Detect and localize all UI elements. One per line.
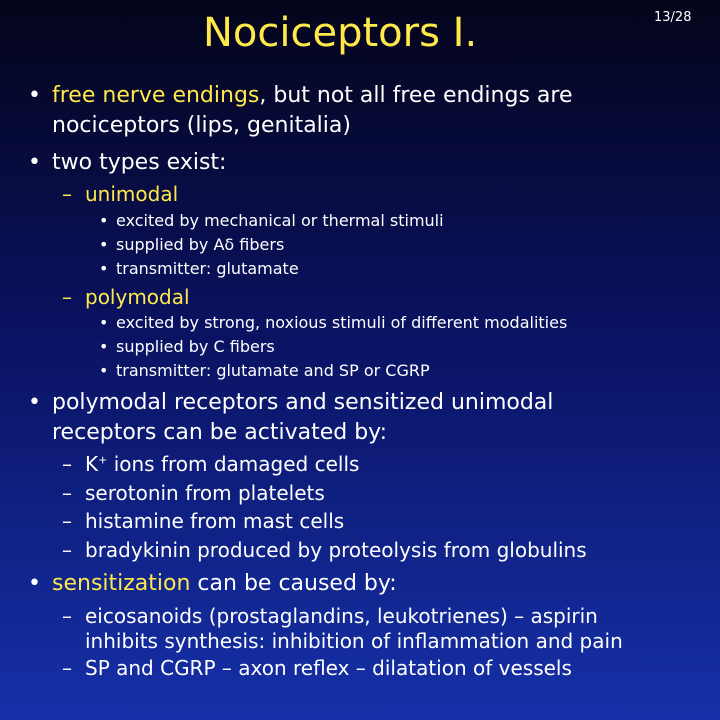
item-text: histamine from mast cells xyxy=(85,509,345,533)
item-text: supplied by C fibers xyxy=(116,337,275,356)
dash-marker: – xyxy=(62,509,72,533)
slide-title: Nociceptors I. xyxy=(203,10,478,56)
bullet-free-nerve-endings xyxy=(0,83,720,143)
item-text xyxy=(85,452,359,476)
subitem-label: polymodal xyxy=(85,285,190,309)
item-text: bradykinin produced by proteolysis from globulins xyxy=(85,538,587,562)
highlight-free-nerve-endings: free nerve endings xyxy=(52,83,260,108)
bullet-text-continued: receptors can be activated by: xyxy=(52,420,388,445)
page-number: 13/28 xyxy=(654,10,692,25)
bullet-dot: • xyxy=(28,390,41,415)
bullet-text: polymodal receptors and sensitized unimodal xyxy=(52,390,554,415)
bullet-dot: • xyxy=(28,83,41,108)
bullet-text-continued: nociceptors (lips, genitalia) xyxy=(52,113,351,138)
bullet-text: two types exist: xyxy=(52,150,227,175)
dash-marker: – xyxy=(62,285,72,309)
bullet-dot: • xyxy=(99,337,109,356)
item-text: supplied by Aδ fibers xyxy=(116,235,285,254)
item-text: excited by mechanical or thermal stimuli xyxy=(116,211,444,230)
dash-marker: – xyxy=(62,538,72,562)
item-text: excited by strong, noxious stimuli of different modalities xyxy=(116,313,568,332)
bullet-dot: • xyxy=(99,313,109,332)
bullet-dot: • xyxy=(28,150,41,175)
item-text-continued: inhibits synthesis: inhibition of inflammation and pain xyxy=(85,629,623,653)
dash-marker: – xyxy=(62,481,72,505)
bullet-dot: • xyxy=(28,571,41,596)
item-text: eicosanoids (prostaglandins, leukotrienes) – aspirin xyxy=(85,604,598,628)
bullet-text: can be caused by: xyxy=(190,571,397,596)
bullet-dot: • xyxy=(99,235,109,254)
bullet-dot: • xyxy=(99,211,109,230)
item-text: serotonin from platelets xyxy=(85,481,325,505)
item-text: transmitter: glutamate and SP or CGRP xyxy=(116,361,430,380)
bullet-dot: • xyxy=(99,361,109,380)
item-text: SP and CGRP – axon reflex – dilatation of vessels xyxy=(85,656,572,680)
potassium-symbol: K xyxy=(85,452,99,476)
dash-marker: – xyxy=(62,452,72,476)
subitem-label: unimodal xyxy=(85,182,179,206)
dash-marker: – xyxy=(62,182,72,206)
item-text-rest: ions from damaged cells xyxy=(107,452,360,476)
dash-marker: – xyxy=(62,656,72,680)
dash-marker: – xyxy=(62,604,72,628)
bullet-dot: • xyxy=(99,259,109,278)
bullet-line xyxy=(52,571,397,596)
highlight-sensitization: sensitization xyxy=(52,571,191,596)
bullet-line xyxy=(52,83,572,108)
charge-superscript: + xyxy=(98,453,108,467)
item-text: transmitter: glutamate xyxy=(116,259,299,278)
bullet-text: , but not all free endings are xyxy=(259,83,573,108)
